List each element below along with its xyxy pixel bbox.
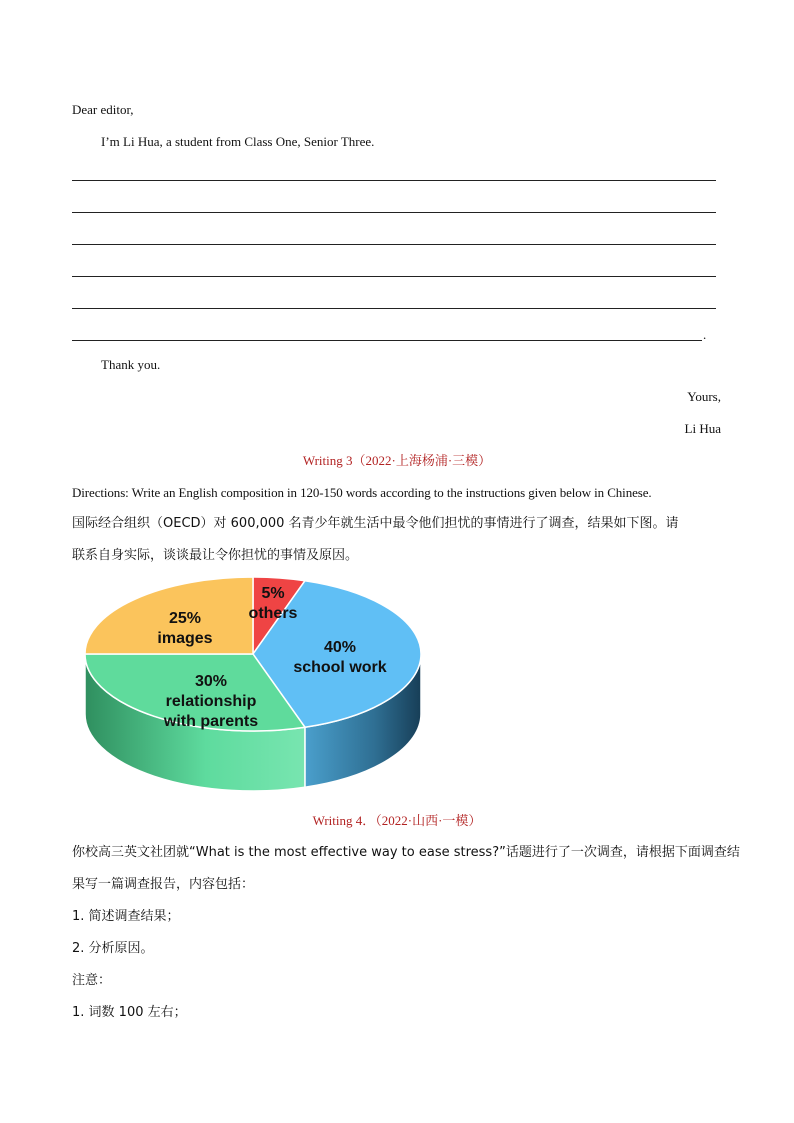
writing-line — [72, 180, 716, 181]
pie-chart — [78, 574, 428, 802]
pie-category-label: relationship — [165, 693, 257, 710]
writing-line — [72, 244, 716, 245]
pie-category-label: with parents — [163, 713, 259, 730]
intro-sentence: I’m Li Hua, a student from Class One, Senior Three. — [101, 134, 375, 149]
pie-value-label: 40% — [323, 639, 357, 656]
writing-line — [72, 308, 716, 309]
writing4-prompt-line2: 果写一篇调查报告，内容包括： — [72, 877, 255, 892]
pie-category-label: images — [157, 630, 213, 647]
pie-value-label: 25% — [168, 610, 202, 627]
writing4-note-title: 注意： — [72, 973, 112, 988]
pie-category-label: others — [248, 605, 298, 622]
writing4-item1: 1. 简述调查结果； — [72, 909, 180, 924]
thanks: Thank you. — [101, 357, 161, 372]
writing4-heading: Writing 4．（2022·山西·一模） — [312, 813, 482, 828]
pie-category-label: school work — [293, 659, 387, 676]
yours: Yours, — [687, 389, 721, 404]
signature: Li Hua — [684, 421, 721, 436]
closing-period: . — [703, 327, 707, 342]
writing-line — [72, 276, 716, 277]
writing3-directions: Directions: Write an English composition in 120-150 words according to the instructions given below in Chinese. — [72, 485, 652, 500]
writing-line — [72, 212, 716, 213]
writing3-heading: Writing 3（2022·上海杨浦·三模） — [302, 453, 492, 468]
greeting: Dear editor, — [72, 102, 134, 117]
writing4-note1: 1. 词数 100 左右； — [72, 1005, 187, 1020]
writing4-item2: 2. 分析原因。 — [72, 941, 154, 956]
writing3-prompt-line2: 联系自身实际，谈谈最让令你担忧的事情及原因。 — [72, 548, 359, 563]
pie-value-label: 30% — [194, 673, 228, 690]
writing4-prompt-line1: 你校高三英文社团就“What is the most effective way to ease stress?”话题进行了一次调查，请根据下面调查结 — [72, 845, 740, 860]
writing3-prompt-line1: 国际经合组织（OECD）对 600,000 名青少年就生活中最令他们担忧的事情进行了调查，结果如下图。请 — [72, 516, 679, 531]
writing-line — [72, 340, 702, 341]
pie-value-label: 5% — [261, 585, 285, 602]
